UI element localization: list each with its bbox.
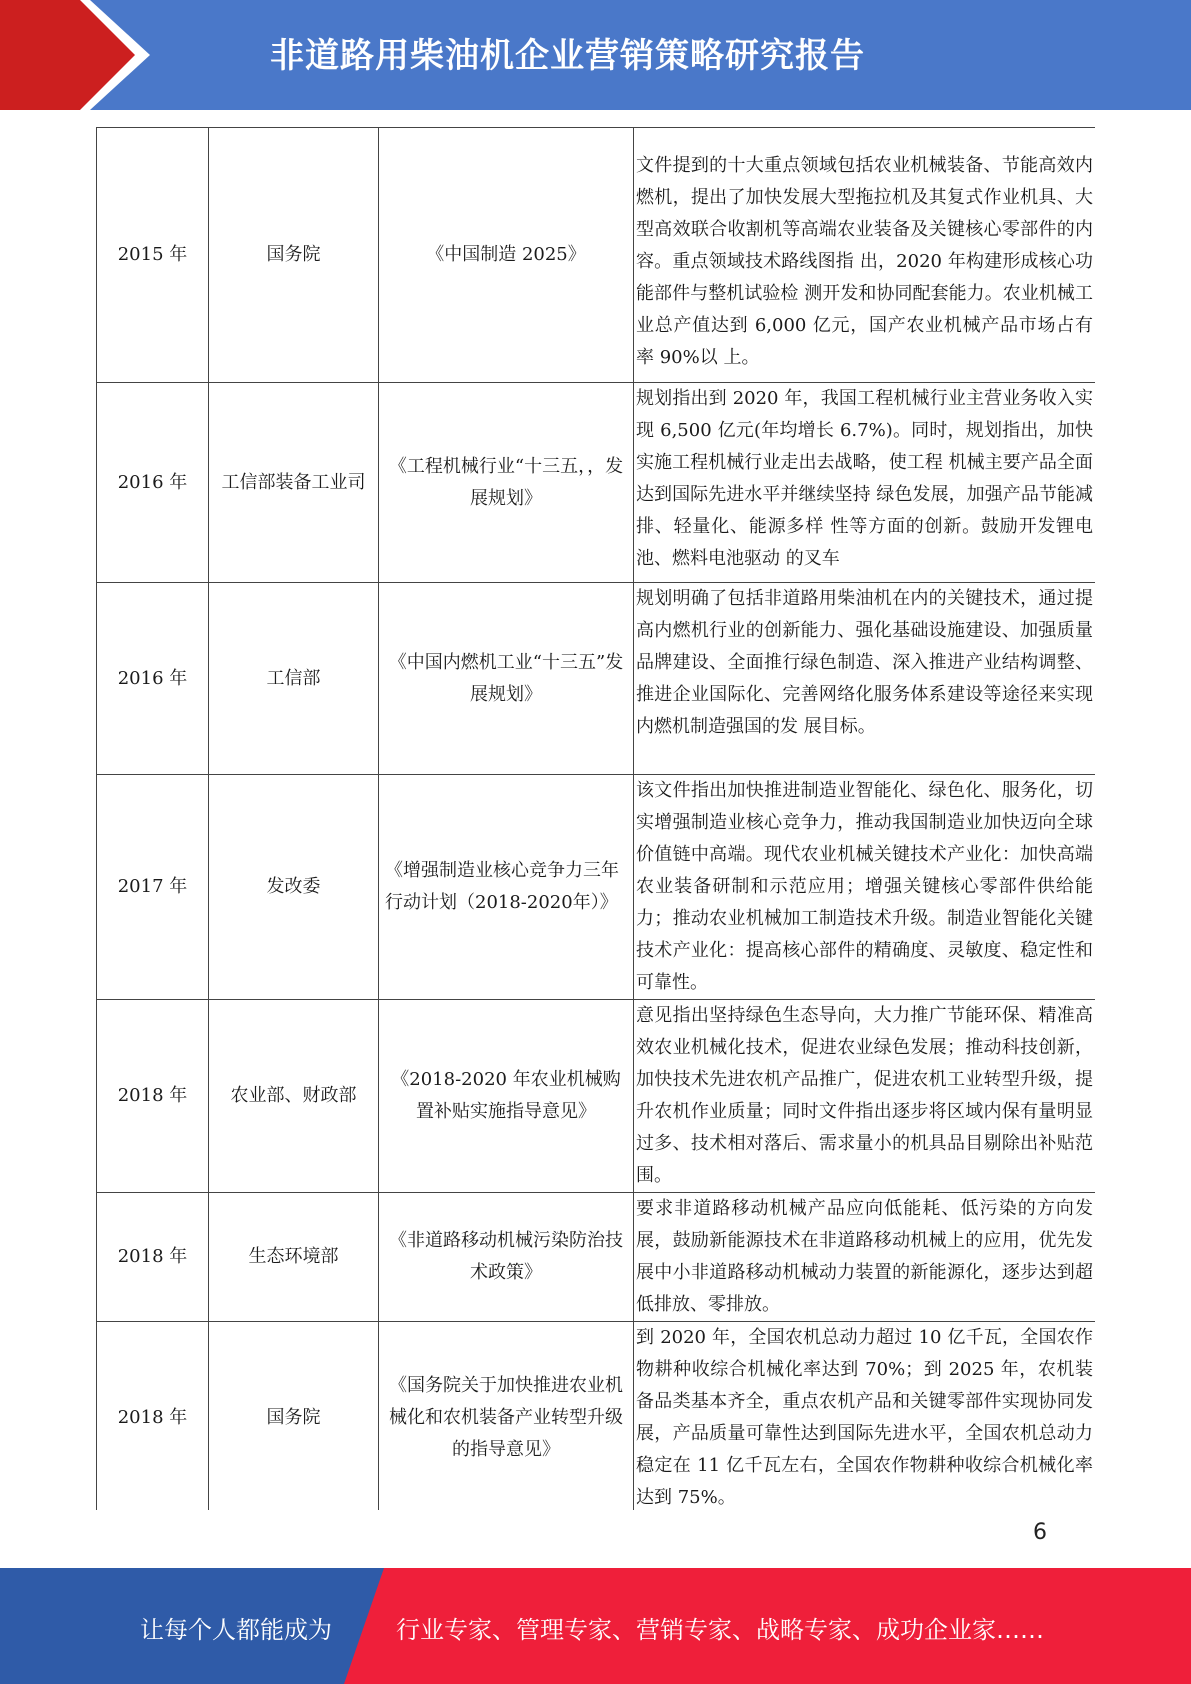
document-cell: 《中国制造 2025》 <box>379 128 634 383</box>
footer-slogan-right: 行业专家、管理专家、营销专家、战略专家、成功企业家…… <box>396 1616 1044 1644</box>
description-cell <box>634 1322 1096 1511</box>
department-cell: 生态环境部 <box>209 1193 379 1322</box>
table-row <box>97 583 1096 775</box>
table-row <box>97 128 1096 383</box>
page-footer <box>0 1568 1191 1684</box>
description-text: 到 2020 年，全国农机总动力超过 10 亿千瓦，全国农作物耕种收综合机械化率达到 70%；到 2025 年，农机装备品类基本齐全，重点农机产品和关键零部件实现协同发展，产品质量可靠性达到国际先进水平，全国农机总动力稳定在 11 亿千瓦左右，全国农作物耕种收综合机械化率达到 75%。 <box>636 1327 1093 1508</box>
table-row <box>97 775 1096 1000</box>
description-cell <box>634 383 1096 583</box>
description-cell <box>634 775 1096 1000</box>
description-cell <box>634 1000 1096 1193</box>
department-cell: 工信部 <box>209 583 379 775</box>
document-cell: 《工程机械行业“十三五，，发 展规划》 <box>379 383 634 583</box>
year-cell: 2016 年 <box>97 383 209 583</box>
document-cell: 《2018-2020 年农业机械购置补贴实施指导意见》 <box>379 1000 634 1193</box>
description-text: 规划指出到 2020 年，我国工程机械行业主营业务收入实现 6,500 亿元(年均增长 6.7%)。同时，规划指出，加快实施工程机械行业走出去战略，使工程 机械主要产品全面达到国际先进水平并继续坚持 绿色发展，加强产品节能减排、轻量化、能源多样 性等方面的创新。鼓励开发锂电池、燃料电池驱动 的叉车 <box>636 388 1093 569</box>
description-text: 意见指出坚持绿色生态导向，大力推广节能环保、精准高效农业机械化技术，促进农业绿色发展；推动科技创新，加快技术先进农机产品推广，促进农机工业转型升级，提升农机作业质量；同时文件指出逐步将区域内保有量明显过多、技术相对落后、需求量小的机具品目剔除出补贴范围。 <box>636 1005 1093 1186</box>
department-cell: 发改委 <box>209 775 379 1000</box>
description-text: 文件提到的十大重点领域包括农业机械装备、节能高效内燃机，提出了加快发展大型拖拉机及其复式作业机具、大型高效联合收割机等高端农业装备及关键核心零部件的内容。重点领域技术路线图指 出，2020 年构建形成核心功能部件与整机试验检 测开发和协同配套能力。农业机械工业总产值达到 6,000 亿元，国产农业机械产品市场占有率 90%以 上。 <box>636 155 1093 368</box>
department-cell: 工信部装备工业司 <box>209 383 379 583</box>
policy-table-container <box>96 127 1095 1510</box>
department-cell: 国务院 <box>209 1322 379 1511</box>
year-cell: 2018 年 <box>97 1000 209 1193</box>
description-text: 该文件指出加快推进制造业智能化、绿色化、服务化，切实增强制造业核心竞争力，推动我国制造业加快迈向全球价值链中高端。现代农业机械关键技术产业化：加快高端农业装备研制和示范应用；增强关键核心零部件供给能力；推动农业机械加工制造技术升级。制造业智能化关键技术产业化：提高核心部件的精确度、灵敏度、稳定性和可靠性。 <box>636 780 1093 993</box>
page-title: 非道路用柴油机企业营销策略研究报告 <box>270 36 865 76</box>
document-cell: 《非道路移动机械污染防治技术政策》 <box>379 1193 634 1322</box>
description-text: 要求非道路移动机械产品应向低能耗、低污染的方向发展，鼓励新能源技术在非道路移动机械上的应用，优先发展中小非道路移动机械动力装置的新能源化，逐步达到超低排放、零排放。 <box>636 1198 1093 1315</box>
year-cell: 2017 年 <box>97 775 209 1000</box>
year-cell: 2018 年 <box>97 1193 209 1322</box>
table-row <box>97 383 1096 583</box>
year-cell: 2018 年 <box>97 1322 209 1511</box>
document-cell: 《增强制造业核心竞争力三年行动计划（2018-2020年）》 <box>379 775 634 1000</box>
document-cell: 《国务院关于加快推进农业机械化和农机装备产业转型升级的指导意见》 <box>379 1322 634 1511</box>
document-cell: 《中国内燃机工业“十三五”发展规划》 <box>379 583 634 775</box>
department-cell: 农业部、财政部 <box>209 1000 379 1193</box>
table-row <box>97 1322 1096 1511</box>
table-row <box>97 1193 1096 1322</box>
description-cell <box>634 1193 1096 1322</box>
year-cell: 2015 年 <box>97 128 209 383</box>
footer-slogan-left: 让每个人都能成为 <box>140 1616 332 1644</box>
policy-table <box>96 127 1095 1510</box>
year-cell: 2016 年 <box>97 583 209 775</box>
header-arrow-decoration <box>0 0 160 110</box>
page-number: 6 <box>1033 1520 1047 1545</box>
page-header <box>0 0 1191 110</box>
description-text: 规划明确了包括非道路用柴油机在内的关键技术，通过提高内燃机行业的创新能力、强化基础设施建设、加强质量品牌建设、全面推行绿色制造、深入推进产业结构调整、推进企业国际化、完善网络化服务体系建设等途径来实现内燃机制造强国的发 展目标。 <box>636 588 1093 737</box>
department-cell: 国务院 <box>209 128 379 383</box>
description-cell <box>634 128 1096 383</box>
table-row <box>97 1000 1096 1193</box>
description-cell <box>634 583 1096 775</box>
